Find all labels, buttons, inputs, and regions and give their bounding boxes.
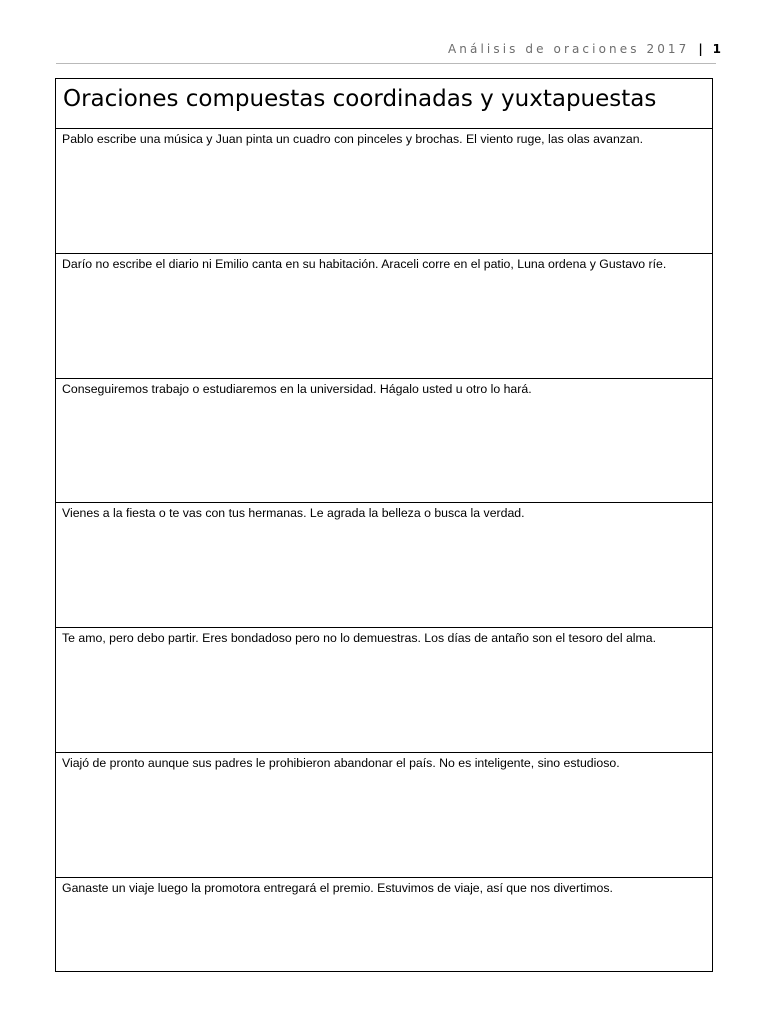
- sentence-row-5: Te amo, pero debo partir. Eres bondadoso pero no lo demuestras. Los días de antaño son el tesoro del alma.: [56, 628, 712, 753]
- page-header: [448, 42, 721, 56]
- page-number: 1: [712, 42, 721, 56]
- worksheet-table: [55, 78, 713, 972]
- sentence-row-1: Pablo escribe una música y Juan pinta un cuadro con pinceles y brochas. El viento ruge, las olas avanzan.: [56, 129, 712, 254]
- sentence-row-6: Viajó de pronto aunque sus padres le prohibieron abandonar el país. No es inteligente, sino estudioso.: [56, 753, 712, 878]
- running-title: Análisis de oraciones 2017: [448, 42, 690, 56]
- header-rule: [56, 63, 716, 64]
- sentence-row-3: Conseguiremos trabajo o estudiaremos en la universidad. Hágalo usted u otro lo hará.: [56, 379, 712, 503]
- sentence-row-4: Vienes a la fiesta o te vas con tus hermanas. Le agrada la belleza o busca la verdad.: [56, 503, 712, 628]
- sentence-row-7: Ganaste un viaje luego la promotora entregará el premio. Estuvimos de viaje, así que nos divertimos.: [62, 881, 613, 895]
- sentence-row-2: Darío no escribe el diario ni Emilio canta en su habitación. Araceli corre en el patio, Luna ordena y Gustavo ríe.: [56, 254, 712, 379]
- worksheet-title: Oraciones compuestas coordinadas y yuxtapuestas: [56, 79, 712, 129]
- header-separator: |: [698, 42, 703, 56]
